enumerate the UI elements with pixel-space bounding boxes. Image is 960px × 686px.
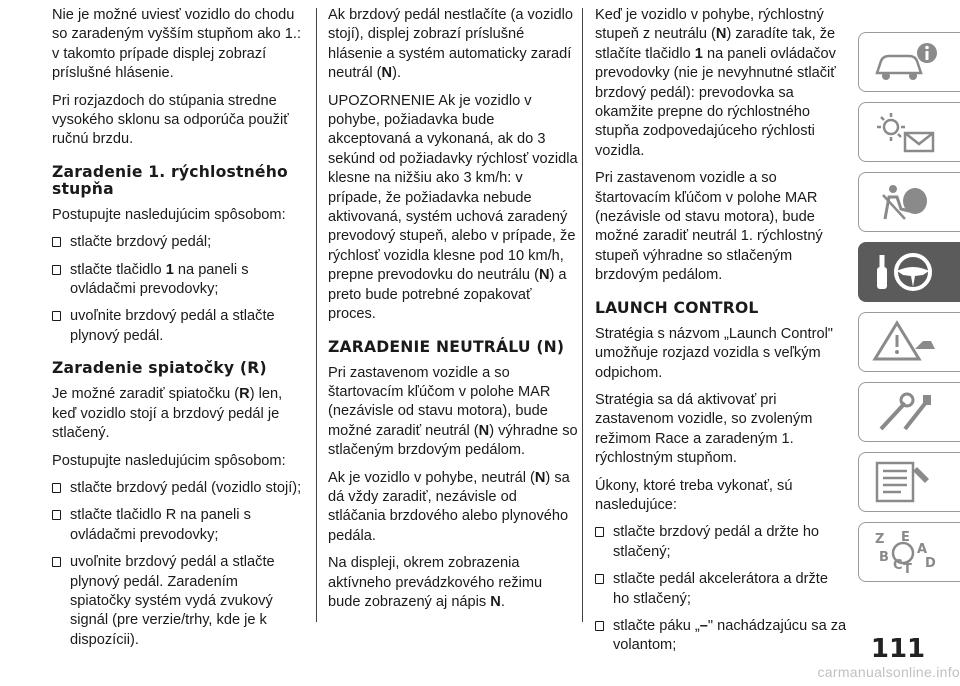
list-item <box>52 261 302 300</box>
gear-label: N <box>534 469 546 486</box>
list-item-text: uvoľnite brzdový pedál a stlačte plynový pedál. <box>70 308 275 344</box>
text: Na displeji, okrem zobrazenia aktívneho prevádzkového režimu bude zobrazený aj nápis <box>328 555 543 610</box>
list-item <box>52 479 302 498</box>
text: ) len, keď vozidlo stojí a brzdový pedál je stlačený. <box>52 386 283 442</box>
tab-safety[interactable] <box>858 172 960 232</box>
checkbox-bullet-icon <box>52 483 61 493</box>
text: ) a preto bude potrebné zopakovať proces. <box>328 267 567 323</box>
button-label: 1 <box>694 45 703 62</box>
tab-emergency[interactable] <box>858 312 960 372</box>
paragraph: Pri rozjazdoch do stúpania stredne vysokého sklonu sa odporúča použiť ručnú brzdu. <box>52 92 289 148</box>
tab-dashboard-lights[interactable] <box>858 102 960 162</box>
list-item <box>52 553 302 650</box>
list-item <box>52 233 302 252</box>
gear-label: N <box>490 593 501 610</box>
paragraph <box>595 6 847 161</box>
text: ). <box>392 65 402 82</box>
key-steering-wheel-icon <box>871 249 941 295</box>
paragraph: Nie je možné uviesť vozidlo do chodu so zaradeným vyšším stupňom ako 1.: v takomto prípade displej zobrazí príslušné hlásenie. <box>52 7 302 82</box>
tab-maintenance[interactable] <box>858 382 960 442</box>
section-heading: LAUNCH CONTROL <box>595 298 759 317</box>
checkbox-bullet-icon <box>595 621 604 631</box>
list-item-text: stlačte páku „ <box>613 617 700 634</box>
paragraph <box>328 92 578 325</box>
index-letter: D <box>925 556 936 571</box>
tab-specifications[interactable] <box>858 452 960 512</box>
text: Pri zastavenom vozidle a so štartovacím kľúčom v polohe MAR (nezávisle od stavu motora), bude možné zaradiť neutrál ( <box>328 364 551 439</box>
paragraph <box>328 6 578 84</box>
list-item-text: stlačte brzdový pedál; <box>70 234 212 251</box>
safety-airbag-icon <box>871 179 941 225</box>
list-item-text: stlačte tlačidlo R na paneli s ovládačmi prevodovky; <box>70 507 251 543</box>
text: . <box>500 593 505 610</box>
index-letter: A <box>917 542 928 557</box>
checkbox-bullet-icon <box>52 237 61 247</box>
gear-label: N <box>478 422 490 439</box>
paragraph: Stratégia s názvom „Launch Control" umožňuje rozjazd vozidla s veľkým odpichom. <box>595 325 833 381</box>
list-item <box>52 307 302 346</box>
chapter-tabs <box>858 32 960 592</box>
text: Ak brzdový pedál nestlačíte (a vozidlo stojí), displej zobrazí príslušné hlásenie a systém automaticky zaradí neutrál ( <box>328 7 573 82</box>
list-item <box>595 570 847 609</box>
checkbox-bullet-icon <box>52 557 61 567</box>
wrench-tools-icon <box>871 389 941 435</box>
list-item-text: uvoľnite brzdový pedál a stlačte plynový pedál. Zaradením spiatočky systém vydá zvukový signál (pre verzie/trhy, kde je k dispozícii). <box>70 554 275 648</box>
index-letter: B <box>879 550 889 565</box>
list-item <box>595 617 847 656</box>
text-column-1 <box>52 6 302 658</box>
checkbox-bullet-icon <box>595 574 604 584</box>
index-letter: Z <box>875 532 885 547</box>
gear-label: N <box>538 267 550 284</box>
watermark: carmanualsonline.info <box>817 664 960 680</box>
list-item-text: stlačte tlačidlo <box>70 261 166 278</box>
paragraph: Stratégia sa dá aktivovať pri zastavenom vozidle, so zvoleným režimom Race a zaradeným 1. rýchlostným stupňom. <box>595 391 813 467</box>
text: ) výhradne so stlačeným brzdovým pedálom. <box>328 422 578 459</box>
section-heading: Zaradenie 1. rýchlostného stupňa <box>52 162 288 198</box>
checkbox-bullet-icon <box>595 527 604 537</box>
tab-starting-driving[interactable] <box>858 242 960 302</box>
paragraph: Postupujte nasledujúcim spôsobom: <box>52 452 286 469</box>
list-item-text: na paneli s ovládačmi prevodovky; <box>70 261 249 298</box>
list-item-text: stlačte pedál akcelerátora a držte ho stlačený; <box>613 571 828 607</box>
tab-index[interactable] <box>858 522 960 582</box>
car-info-icon <box>871 39 941 85</box>
paragraph <box>328 364 578 461</box>
list-item <box>52 506 302 545</box>
tab-car-info[interactable] <box>858 32 960 92</box>
text: ) sa dá vždy zaradiť, nezávisle od stláčania brzdového alebo plynového pedála. <box>328 469 570 544</box>
list-item-text: " nachádzajúcu sa za volantom; <box>613 617 847 654</box>
warning-triangle-icon <box>871 319 941 365</box>
section-heading: ZARADENIE NEUTRÁLU (N) <box>328 337 565 356</box>
button-label: 1 <box>165 261 174 278</box>
text: na paneli ovládačov prevodovky (nie je nevyhnutné stlačiť brzdový pedál): prevodovka sa okamžite prepne do rýchlostného stupňa zodpovedajúceho rýchlosti vozidla. <box>595 45 836 159</box>
checkbox-bullet-icon <box>52 510 61 520</box>
text: Ak je vozidlo v pohybe, neutrál ( <box>328 469 535 486</box>
specifications-list-icon <box>871 459 941 505</box>
list-item-text: stlačte brzdový pedál a držte ho stlačený; <box>613 524 820 560</box>
column-divider <box>582 8 583 622</box>
gear-label: N <box>381 65 393 82</box>
lever-label: – <box>699 617 708 634</box>
text: ) zaradíte tak, že stlačíte tlačidlo <box>595 26 836 62</box>
text: Je možné zaradiť spiatočku ( <box>52 386 240 403</box>
gear-label: R <box>239 386 250 403</box>
index-letter: E <box>901 530 910 545</box>
index-letter: T <box>903 562 912 575</box>
text-column-2 <box>328 6 578 620</box>
column-divider <box>316 8 317 622</box>
list-item <box>595 523 847 562</box>
section-heading: Zaradenie spiatočky (R) <box>52 359 267 378</box>
paragraph: Postupujte nasledujúcim spôsobom: <box>52 206 286 223</box>
text-column-3 <box>595 6 847 664</box>
text: Keď je vozidlo v pohybe, rýchlostný stupeň z neutrálu ( <box>595 7 824 43</box>
alphabetical-index-icon <box>871 529 941 575</box>
list-item-text: stlačte brzdový pedál (vozidlo stojí); <box>70 479 302 496</box>
index-letter: C <box>893 558 903 573</box>
checkbox-bullet-icon <box>52 311 61 321</box>
dashboard-lights-icon <box>871 109 941 155</box>
checkbox-bullet-icon <box>52 265 61 275</box>
page-number: 111 <box>870 634 926 664</box>
paragraph <box>328 554 578 612</box>
paragraph: Úkony, ktoré treba vykonať, sú nasledujúce: <box>595 477 793 513</box>
gear-label: N <box>715 26 727 43</box>
paragraph: Pri zastavenom vozidle a so štartovacím kľúčom v polohe MAR (nezávisle od stavu motora), bude možné zaradiť neutrál 1. rýchlostný stupeň výhradne so stlačeným brzdovým pedálom. <box>595 170 823 284</box>
paragraph <box>328 469 578 547</box>
paragraph <box>52 385 302 443</box>
text: UPOZORNENIE Ak je vozidlo v pohybe, požiadavka bude akceptovaná a vykonaná, ak do 3 sekúnd od požiadavky rýchlosť vozidla klesne na nižšiu ako 3 km/h: v prípade, že požiadavka nebude aktivovaná, systém uchová zaradený prevodový stupeň, alebo v prípade, že rýchlosť vozidla klesne pod 10 km/h, prepne prevodovku do neutrálu ( <box>328 92 578 284</box>
